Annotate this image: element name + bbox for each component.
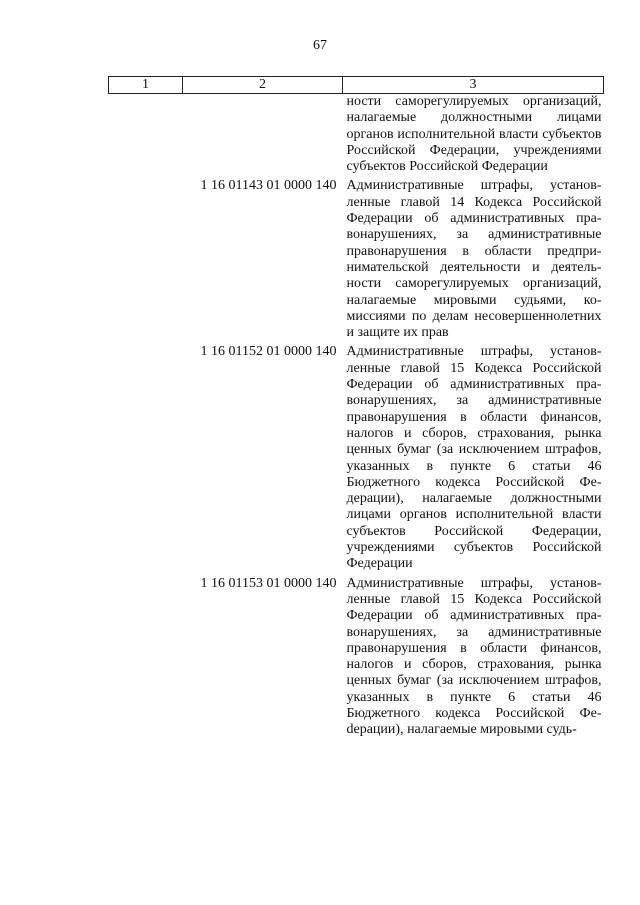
revenue-description: Административные штрафы, установленные главой 14 Кодекса Российской Федерации об административных правонарушениях, за административные правонарушения в области предпринимательской деятельности и деятельности саморегулируемых организаций, налагаемые мировыми судьями, комиссиями по делам несовершеннолетних и защите их прав (346, 178, 602, 341)
budget-classification-code: 1 16 01143 01 0000 140 (200, 178, 337, 194)
row-col-1 (109, 175, 183, 341)
row-col-1 (109, 341, 183, 572)
table-row (109, 94, 604, 176)
page-number: 67 (313, 38, 327, 53)
table-header-row (109, 77, 604, 94)
header-col-3: 3 (343, 77, 604, 94)
row-col-1 (109, 573, 183, 739)
budget-classification-code: 1 16 01152 01 0000 140 (200, 344, 337, 360)
revenue-description: ности саморегулируемых организаций, налагаемые должностными лицами органов исполнительной власти субъектов Российской Федерации, учреждениями субъектов Российской Федерации (346, 94, 602, 175)
header-col-1: 1 (109, 77, 183, 94)
revenue-description: Административные штрафы, установленные главой 15 Кодекса Российской Федерации об административных правонарушениях, за административные правонарушения в области финансов, налогов и сборов, страхования, рынка ценных бумаг (за исключением штрафов, указанных в пункте 6 статьи 46 Бюджетного кодекса Российской Федерации), налагаемые должностными лицами органов исполнительной власти субъектов Российской Федерации, учреждениями субъектов Российской Федерации (346, 344, 602, 572)
header-col-2: 2 (183, 77, 343, 94)
table-row (109, 573, 604, 739)
revenue-description: Административные штрафы, установленные главой 15 Кодекса Российской Федерации об административных правонарушениях, за административные правонарушения в области финансов, налогов и сборов, страхования, рынка ценных бумаг (за исключением штрафов, указанных в пункте 6 статьи 46 Бюджетного кодекса Российской Феdерации), налагаемые мировыми судь- (346, 575, 602, 738)
row-col-1 (109, 94, 183, 176)
table-row (109, 341, 604, 572)
table-row (109, 175, 604, 341)
budget-classification-code: 1 16 01153 01 0000 140 (200, 575, 337, 591)
budget-code-table (108, 76, 604, 739)
budget-classification-code (183, 94, 343, 176)
